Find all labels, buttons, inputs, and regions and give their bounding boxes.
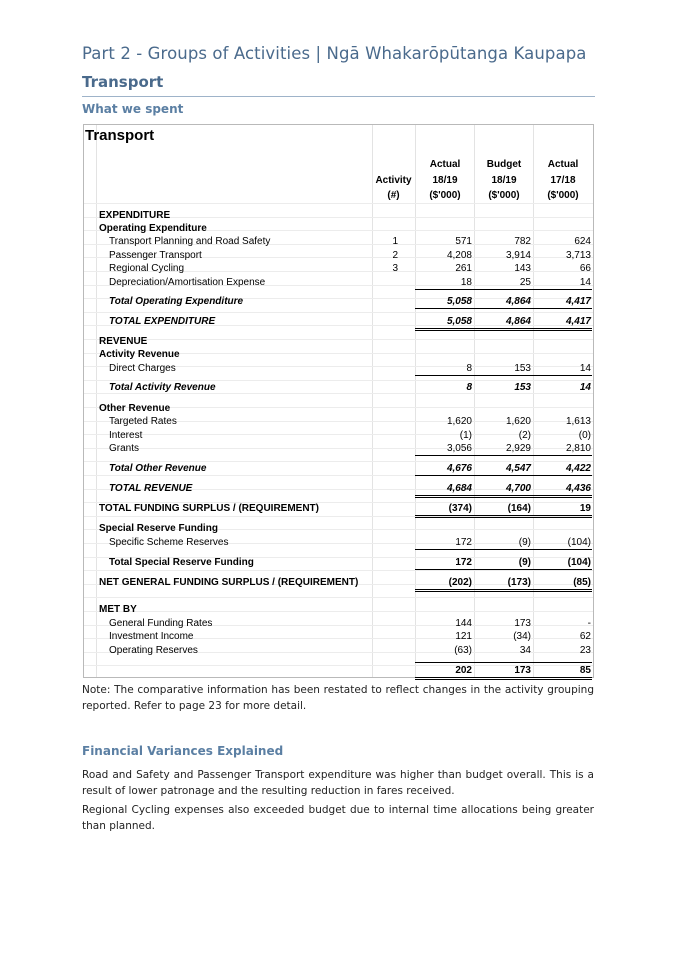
table-row (84, 335, 593, 348)
row-label: Total Operating Expenditure (109, 296, 244, 307)
variance-paragraph: Regional Cycling expenses also exceeded budget due to internal time allocations being greater than planned. (82, 804, 594, 832)
table-row (84, 235, 593, 248)
table-row (84, 381, 593, 394)
table-row (84, 462, 593, 475)
amount-cell: 18 (460, 277, 472, 288)
amount-cell: 4,547 (505, 463, 531, 474)
double-underline (474, 495, 533, 498)
double-underline (474, 328, 533, 331)
table-row (84, 576, 593, 589)
double-underline (415, 677, 474, 680)
amount-cell: 3,914 (505, 250, 531, 261)
underline (474, 475, 533, 476)
double-underline (474, 677, 533, 680)
amount-cell: 5,058 (446, 316, 472, 327)
financial-table (83, 124, 594, 678)
underline (415, 569, 474, 570)
row-label: Depreciation/Amortisation Expense (109, 277, 266, 288)
col-header-actual-1819: Actual (429, 159, 461, 170)
amount-cell: 14 (579, 277, 591, 288)
row-label: TOTAL EXPENDITURE (109, 316, 216, 327)
row-label: TOTAL FUNDING SURPLUS / (REQUIREMENT) (99, 503, 319, 514)
amount-cell: 143 (514, 263, 531, 274)
table-row (84, 556, 593, 569)
amount-cell: 3,056 (446, 443, 472, 454)
row-label: Total Special Reserve Funding (109, 557, 254, 568)
amount-cell: 3,713 (565, 250, 591, 261)
underline (415, 549, 474, 550)
table-row (84, 617, 593, 630)
double-underline (533, 328, 592, 331)
row-label: TOTAL REVENUE (109, 483, 193, 494)
row-label: MET BY (99, 604, 137, 615)
table-row (84, 536, 593, 549)
amount-cell: 5,058 (446, 296, 472, 307)
amount-cell: 173 (514, 665, 531, 676)
table-row (84, 402, 593, 415)
underline (415, 455, 474, 456)
col-header-year: 17/18 (550, 175, 576, 186)
underline (533, 549, 592, 550)
amount-cell: (104) (567, 557, 591, 568)
amount-cell: 4,676 (446, 463, 472, 474)
amount-cell: 4,208 (446, 250, 472, 261)
table-row (84, 295, 593, 308)
table-row (84, 603, 593, 616)
amount-cell: (202) (448, 577, 472, 588)
activity-number: 3 (392, 263, 398, 274)
grid-line (84, 203, 593, 204)
activity-number: 1 (392, 236, 398, 247)
amount-cell: 4,700 (505, 483, 531, 494)
underline (415, 289, 474, 290)
underline (533, 308, 592, 309)
row-label: REVENUE (99, 336, 148, 347)
underline (474, 549, 533, 550)
amount-cell: 624 (574, 236, 591, 247)
col-header-activity-unit: (#) (387, 190, 400, 201)
row-label: Direct Charges (109, 363, 176, 374)
grid-line (84, 597, 593, 598)
underline (533, 569, 592, 570)
table-row (84, 348, 593, 361)
table-row (84, 664, 593, 677)
amount-cell: 1,620 (446, 416, 472, 427)
amount-cell: 23 (579, 645, 591, 656)
amount-cell: 172 (455, 537, 472, 548)
amount-cell: 153 (514, 382, 531, 393)
amount-cell: 202 (455, 665, 472, 676)
underline (415, 375, 474, 376)
part-title: Part 2 - Groups of Activities | Ngā Whakarōpūtanga Kaupapa (82, 44, 587, 63)
amount-cell: 2,929 (505, 443, 531, 454)
amount-cell: 173 (514, 618, 531, 629)
table-row (84, 315, 593, 328)
activity-number: 2 (392, 250, 398, 261)
amount-cell: 85 (579, 665, 591, 676)
variances-title: Financial Variances Explained (82, 744, 284, 758)
table-row (84, 442, 593, 455)
row-label: Regional Cycling (109, 263, 185, 274)
overline (415, 662, 474, 663)
underline (474, 289, 533, 290)
amount-cell: 2,810 (565, 443, 591, 454)
row-label: Grants (109, 443, 140, 454)
underline (474, 569, 533, 570)
amount-cell: 153 (514, 363, 531, 374)
underline (415, 475, 474, 476)
amount-cell: 4,422 (565, 463, 591, 474)
row-label: Special Reserve Funding (99, 523, 218, 534)
amount-cell: 34 (519, 645, 531, 656)
grid-line (84, 312, 593, 313)
double-underline (415, 328, 474, 331)
amount-cell: 14 (579, 363, 591, 374)
row-label: Other Revenue (99, 403, 171, 414)
col-header-year: 18/19 (432, 175, 458, 186)
double-underline (533, 515, 592, 518)
double-underline (415, 589, 474, 592)
overline (474, 662, 533, 663)
row-label: Transport Planning and Road Safety (109, 236, 271, 247)
amount-cell: (1) (459, 430, 472, 441)
row-label: Investment Income (109, 631, 194, 642)
amount-cell: (63) (454, 645, 472, 656)
table-row (84, 644, 593, 657)
row-label: Interest (109, 430, 143, 441)
row-label: NET GENERAL FUNDING SURPLUS / (REQUIREMENT) (99, 577, 359, 588)
amount-cell: 571 (455, 236, 472, 247)
table-row (84, 522, 593, 535)
amount-cell: 4,864 (505, 316, 531, 327)
amount-cell: 8 (466, 382, 472, 393)
table-row (84, 276, 593, 289)
col-header-unit: ($'000) (429, 190, 461, 201)
row-label: General Funding Rates (109, 618, 213, 629)
amount-cell: (374) (448, 503, 472, 514)
row-label: Operating Reserves (109, 645, 198, 656)
section-title: Transport (82, 73, 164, 91)
amount-cell: 261 (455, 263, 472, 274)
amount-cell: (164) (507, 503, 531, 514)
table-title: Transport (85, 127, 155, 144)
row-label: Operating Expenditure (99, 223, 207, 234)
amount-cell: 66 (579, 263, 591, 274)
row-label: EXPENDITURE (99, 210, 171, 221)
variance-paragraph: Road and Safety and Passenger Transport expenditure was higher than budget overall. This is a result of lower patronage and the resulting reduction in fares received. (82, 769, 594, 797)
row-label: Total Other Revenue (109, 463, 207, 474)
table-row (84, 415, 593, 428)
amount-cell: (173) (507, 577, 531, 588)
underline (474, 375, 533, 376)
underline (533, 289, 592, 290)
table-row (84, 482, 593, 495)
amount-cell: 4,864 (505, 296, 531, 307)
title-divider (82, 96, 595, 97)
amount-cell: 4,436 (565, 483, 591, 494)
amount-cell: 4,417 (565, 316, 591, 327)
table-row (84, 249, 593, 262)
row-label: Total Activity Revenue (109, 382, 216, 393)
col-header-budget-1819: Budget (486, 159, 522, 170)
table-row (84, 502, 593, 515)
amount-cell: 19 (579, 503, 591, 514)
amount-cell: (85) (573, 577, 591, 588)
overline (533, 662, 592, 663)
row-label: Passenger Transport (109, 250, 202, 261)
double-underline (474, 515, 533, 518)
amount-cell: 62 (579, 631, 591, 642)
grid-line (84, 570, 593, 571)
row-label: Targeted Rates (109, 416, 177, 427)
underline (533, 375, 592, 376)
amount-cell: 25 (519, 277, 531, 288)
double-underline (415, 495, 474, 498)
amount-cell: 4,684 (446, 483, 472, 494)
amount-cell: 121 (455, 631, 472, 642)
amount-cell: 14 (579, 382, 591, 393)
col-header-actual-1718: Actual (547, 159, 579, 170)
amount-cell: (2) (518, 430, 531, 441)
col-header-activity: Activity (375, 175, 412, 186)
col-header-unit: ($'000) (547, 190, 579, 201)
underline (415, 308, 474, 309)
table-row (84, 222, 593, 235)
amount-cell: 4,417 (565, 296, 591, 307)
amount-cell: 1,620 (505, 416, 531, 427)
table-row (84, 429, 593, 442)
underline (474, 308, 533, 309)
underline (533, 475, 592, 476)
amount-cell: 172 (455, 557, 472, 568)
amount-cell: 1,613 (565, 416, 591, 427)
col-header-year: 18/19 (491, 175, 517, 186)
amount-cell: 782 (514, 236, 531, 247)
row-label: Specific Scheme Reserves (109, 537, 229, 548)
col-header-unit: ($'000) (488, 190, 520, 201)
amount-cell: (34) (513, 631, 531, 642)
table-row (84, 630, 593, 643)
table-row (84, 262, 593, 275)
amount-cell: 144 (455, 618, 472, 629)
amount-cell: (9) (518, 557, 531, 568)
amount-cell: (9) (518, 537, 531, 548)
amount-cell: 8 (466, 363, 472, 374)
double-underline (533, 677, 592, 680)
amount-cell: (0) (578, 430, 591, 441)
subsection-title: What we spent (82, 102, 184, 116)
double-underline (474, 589, 533, 592)
underline (474, 455, 533, 456)
table-row (84, 209, 593, 222)
amount-cell: (104) (567, 537, 591, 548)
double-underline (415, 515, 474, 518)
row-label: Activity Revenue (99, 349, 180, 360)
underline (533, 455, 592, 456)
amount-cell: - (587, 618, 591, 629)
double-underline (533, 589, 592, 592)
double-underline (533, 495, 592, 498)
table-note: Note: The comparative information has been restated to reflect changes in the activity grouping reported. Refer to page 23 for more detail. (82, 684, 594, 712)
table-row (84, 362, 593, 375)
